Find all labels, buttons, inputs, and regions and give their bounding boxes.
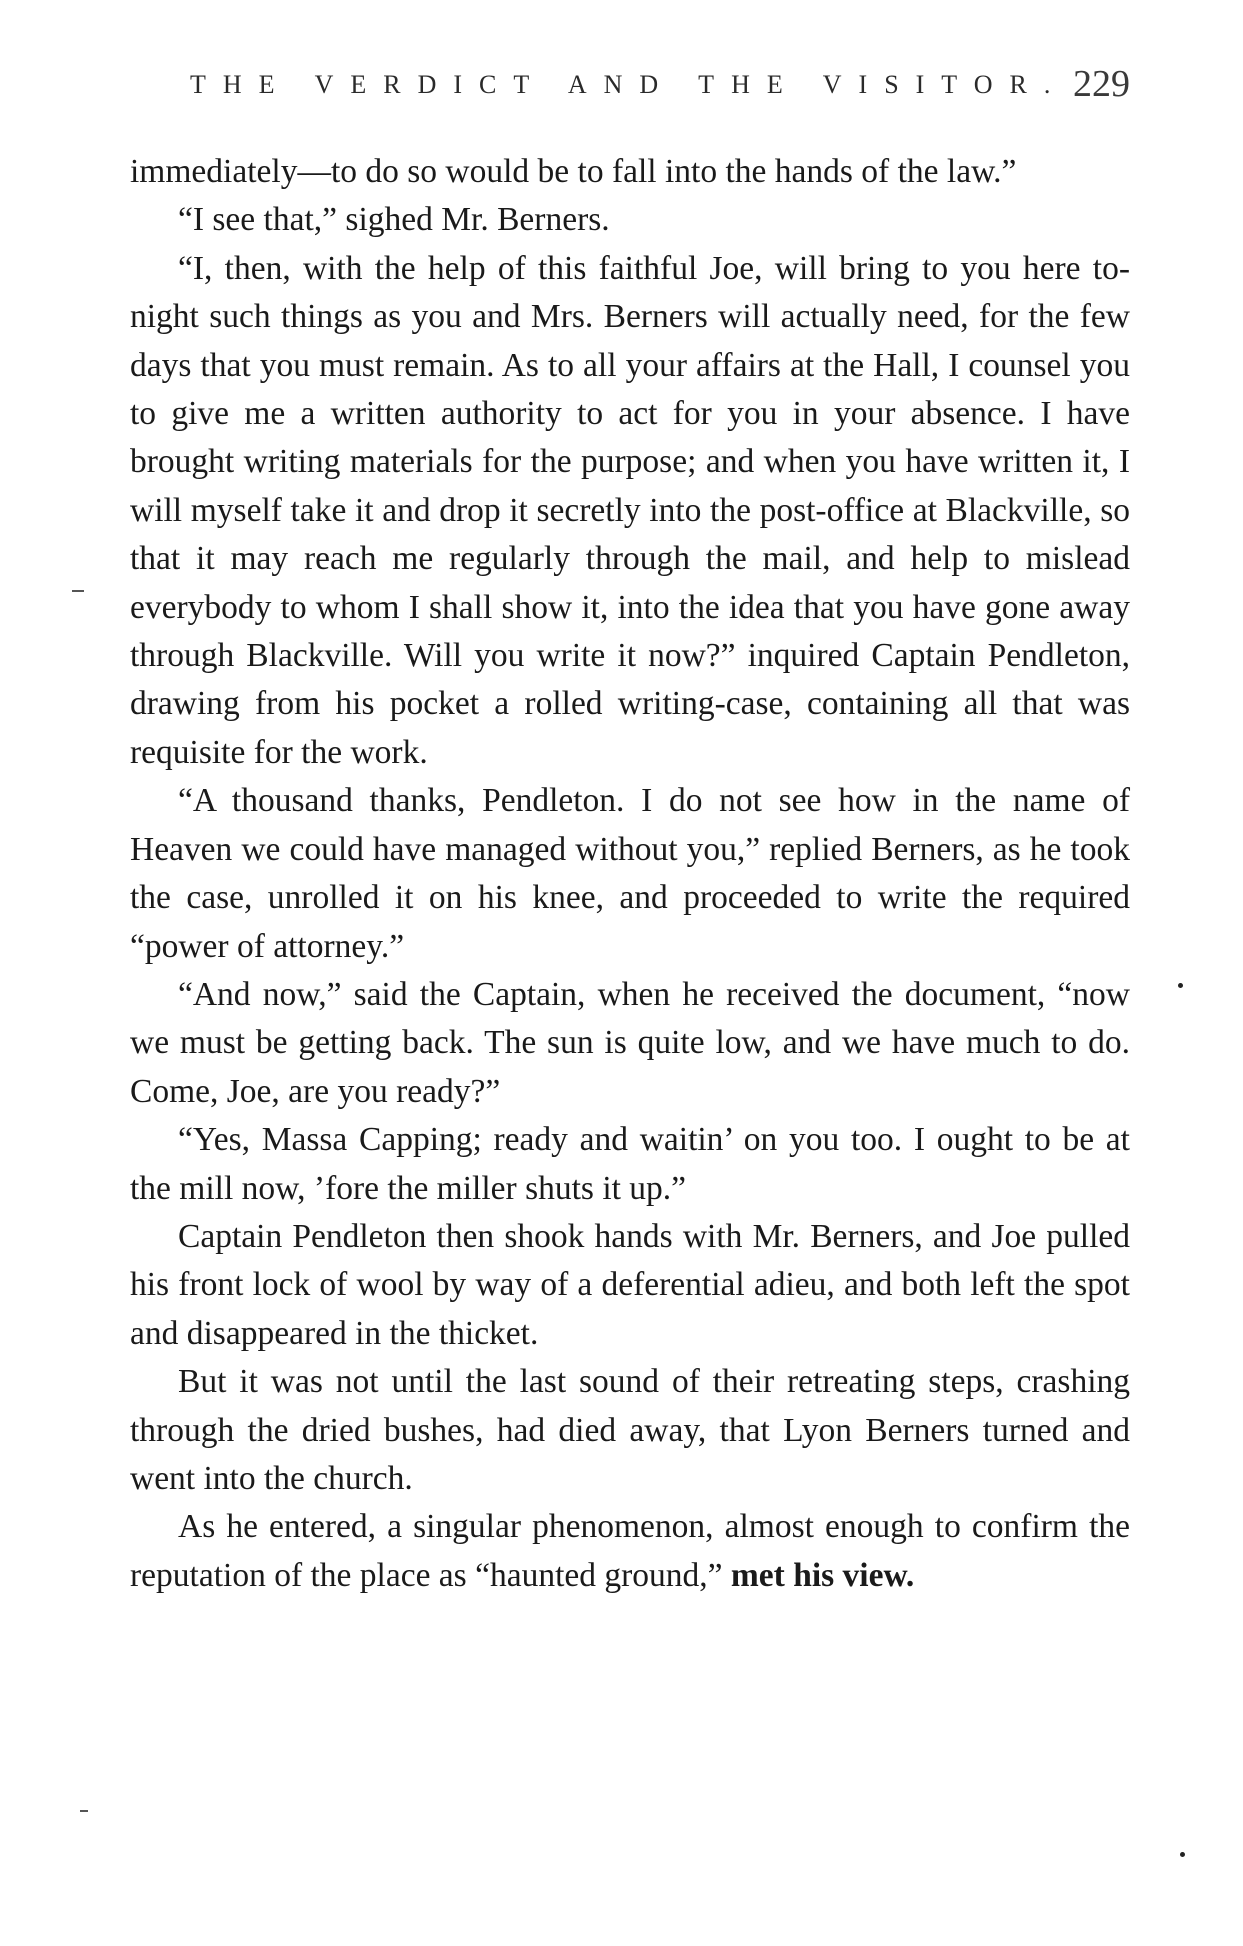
paragraph-1: immediately—to do so would be to fall into the hands of the law.”	[130, 153, 1017, 190]
paragraph-9-bold-tail: met his view.	[730, 1556, 915, 1594]
scan-speck	[1178, 983, 1183, 988]
paragraph-5: “And now,” said the Captain, when he received the document, “now we must be getting back. The sun is quite low, and we have much to do. Come, Joe, are you ready?”	[130, 975, 1130, 1110]
body-text	[130, 148, 1130, 1600]
paragraph-7: Captain Pendleton then shook hands with Mr. Berners, and Joe pulled his front lock of wool by way of a deferential adieu, and both left the spot and disappeared in the thicket.	[130, 1217, 1130, 1352]
scan-speck	[1180, 1852, 1185, 1857]
paragraph-8: But it was not until the last sound of their retreating steps, crashing through the dried bushes, had died away, that Lyon Berners turned and went into the church.	[130, 1363, 1130, 1497]
page-number: 229	[1073, 63, 1130, 105]
paragraph-9-text: As he entered, a singular phenomenon, almost enough to confirm the reputation of the place as “haunted ground,”	[130, 1508, 1130, 1594]
scan-mark	[72, 590, 84, 592]
paragraph-6: “Yes, Massa Capping; ready and waitin’ on you too. I ought to be at the mill now, ’fore the miller shuts it up.”	[130, 1121, 1130, 1207]
scan-mark	[80, 1810, 88, 1812]
paragraph-4: “A thousand thanks, Pendleton. I do not see how in the name of Heaven we could have managed without you,” replied Berners, as he took the case, unrolled it on his knee, and proceeded to write the required “power of attorney.”	[130, 782, 1130, 965]
paragraph-9	[130, 1503, 1130, 1600]
paragraph-3: “I, then, with the help of this faithful Joe, will bring to you here to-night such things as you and Mrs. Berners will actually need, for the few days that you must remain. As to all your affairs at the Hall, I counsel you to give me a written authority to act for you in your absence. I have brought writing materials for the purpose; and when you have written it, I will myself take it and drop it secretly into the post-office at Blackville, so that it may reach me regularly through the mail, and help to mislead everybody to whom I shall show it, into the idea that you have gone away through Blackville. Will you write it now?” inquired Captain Pendleton, drawing from his pocket a rolled writing-case, containing all that was requisite for the work.	[130, 249, 1130, 771]
paragraph-2: “I see that,” sighed Mr. Berners.	[178, 201, 610, 239]
running-header	[190, 62, 1130, 112]
running-title: THE VERDICT AND THE VISITOR.	[190, 70, 1068, 99]
